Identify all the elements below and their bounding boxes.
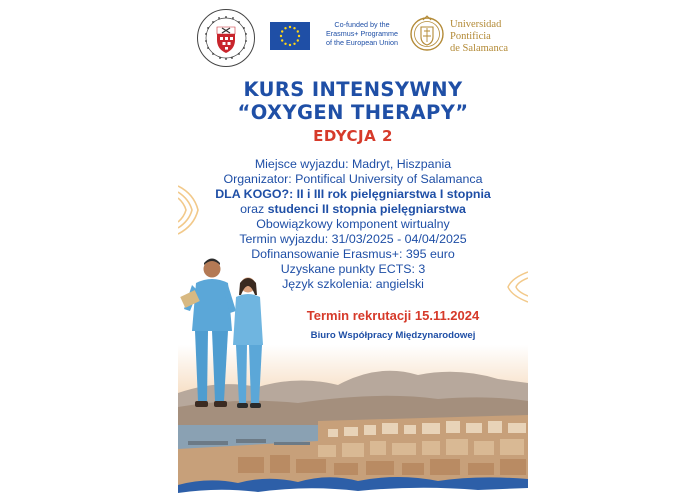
eu-text-line-2: Erasmus+ Programme: [325, 29, 399, 38]
eu-cofunding-logo: [270, 20, 400, 58]
recruitment-deadline: Termin rekrutacji 15.11.2024: [306, 308, 480, 323]
decorative-stripes-right: [496, 270, 528, 304]
office-name: Biuro Współpracy Międzynarodowej: [310, 330, 476, 341]
audience2-value: studenci II stopnia pielęgniarstwa: [267, 202, 466, 216]
logo-bar: [178, 6, 528, 72]
edition-label: EDYCJA 2: [313, 127, 393, 145]
audience-value: II i III rok pielęgniarstwa I stopnia: [293, 187, 491, 201]
funding-text: Dofinansowanie Erasmus+: 395 euro: [251, 247, 455, 261]
eu-cofunding-text: [316, 20, 408, 47]
nurses-illustration: [178, 255, 273, 420]
poster: [178, 0, 528, 500]
eu-text-line-1: Co-funded by the: [334, 20, 390, 29]
title-line-2: “OXYGEN THERAPY”: [237, 101, 469, 124]
virtual-component-text: Obowiązkowy komponent wirtualny: [256, 217, 450, 231]
organizer-text: Organizator: Pontifical University of Salamanca: [223, 172, 483, 186]
travel-dates-text: Termin wyjazdu: 31/03/2025 - 04/04/2025: [239, 232, 467, 246]
audience2-prefix: oraz: [240, 202, 268, 216]
eu-flag-icon: [270, 22, 310, 50]
upsa-logo: [410, 12, 528, 60]
eu-text-line-3: of the European Union: [326, 38, 398, 47]
university-seal-logo: [196, 8, 256, 68]
upsa-line-3: de Salamanca: [450, 43, 509, 54]
upsa-crest-icon: [410, 12, 444, 56]
audience-line: [178, 187, 528, 202]
upsa-line-1: Universidad: [450, 19, 502, 30]
audience-label: DLA KOGO?:: [215, 187, 294, 201]
language-text: Język szkolenia: angielski: [282, 277, 424, 291]
upsa-name: [450, 19, 508, 55]
audience-line-2: [178, 202, 528, 217]
upsa-line-2: Pontificia: [450, 31, 491, 42]
ects-text: Uzyskane punkty ECTS: 3: [280, 262, 426, 276]
destination-text: Miejsce wyjazdu: Madryt, Hiszpania: [254, 157, 452, 171]
title-line-1: KURS INTENSYWNY: [243, 78, 463, 101]
course-title: [178, 78, 528, 124]
